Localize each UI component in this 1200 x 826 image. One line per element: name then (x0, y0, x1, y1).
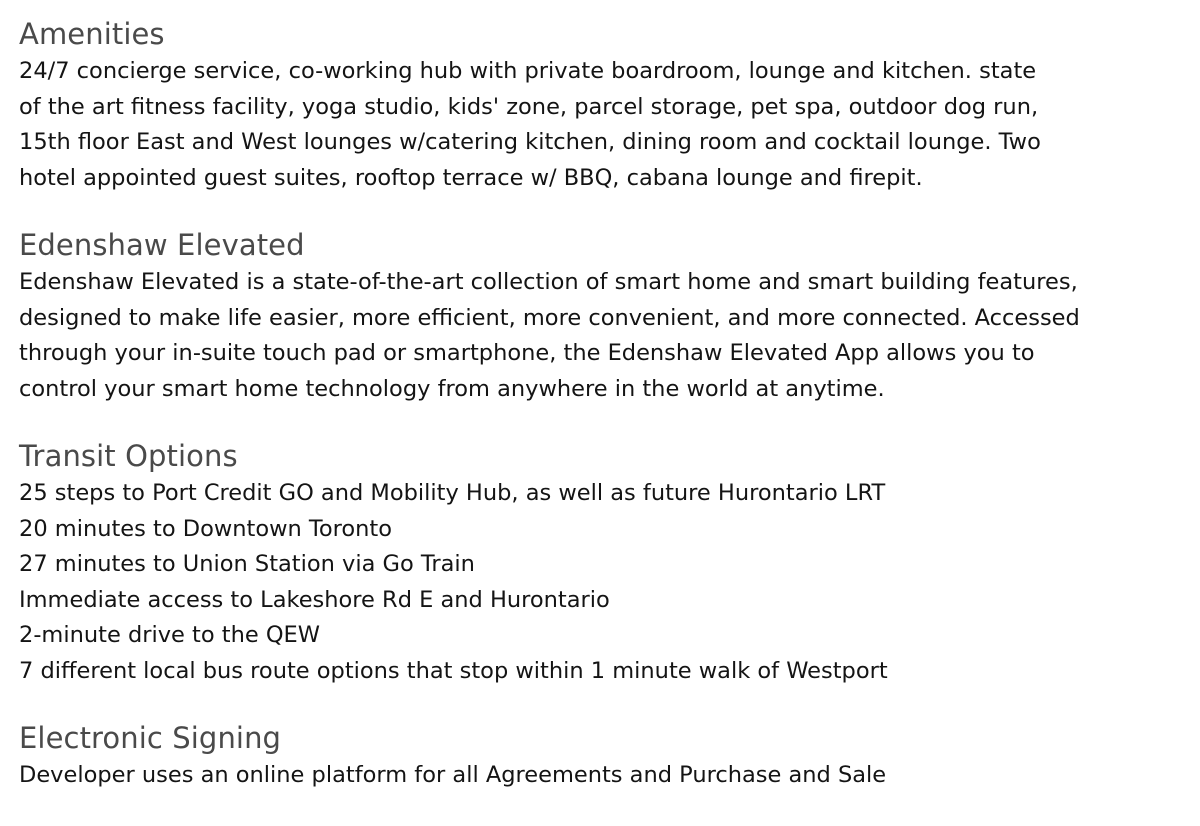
section-body (19, 265, 1189, 407)
body-line: of the art fitness facility, yoga studio, kids' zone, parcel storage, pet spa, outdoor dog run, (19, 93, 1039, 120)
body-line: Developer uses an online platform for all Agreements and Purchase and Sale (19, 762, 887, 788)
list-item: 20 minutes to Downtown Toronto (19, 515, 392, 542)
document-page (19, 14, 1189, 794)
list-item: 27 minutes to Union Station via Go Train (19, 551, 475, 577)
section-heading: Edenshaw Elevated (19, 228, 305, 262)
body-line: 15th floor East and West lounges w/catering kitchen, dining room and cocktail lounge. Two (19, 129, 1041, 155)
section-body (19, 758, 1189, 794)
body-line: Edenshaw Elevated is a state-of-the-art collection of smart home and smart building features, (19, 269, 1078, 295)
transit-list (19, 476, 1189, 689)
body-line: hotel appointed guest suites, rooftop terrace w/ BBQ, cabana lounge and firepit. (19, 164, 923, 191)
list-item: 25 steps to Port Credit GO and Mobility Hub, as well as future Hurontario LRT (19, 480, 886, 506)
section-transit-options (19, 436, 1189, 689)
section-edenshaw-elevated (19, 225, 1189, 407)
body-line: 24/7 concierge service, co-working hub with private boardroom, lounge and kitchen. state (19, 58, 1037, 84)
section-heading: Amenities (19, 17, 165, 51)
list-item: 7 different local bus route options that stop within 1 minute walk of Westport (19, 657, 888, 684)
list-item: 2-minute drive to the QEW (19, 622, 321, 648)
section-heading: Transit Options (19, 439, 238, 473)
body-line: control your smart home technology from anywhere in the world at anytime. (19, 375, 885, 402)
list-item: Immediate access to Lakeshore Rd E and Hurontario (19, 586, 610, 613)
section-electronic-signing (19, 718, 1189, 794)
section-amenities (19, 14, 1189, 196)
section-body (19, 54, 1189, 196)
body-line: designed to make life easier, more efficient, more convenient, and more connected. Accessed (19, 304, 1080, 331)
body-line: through your in-suite touch pad or smartphone, the Edenshaw Elevated App allows you to (19, 340, 1035, 366)
section-heading: Electronic Signing (19, 721, 282, 755)
